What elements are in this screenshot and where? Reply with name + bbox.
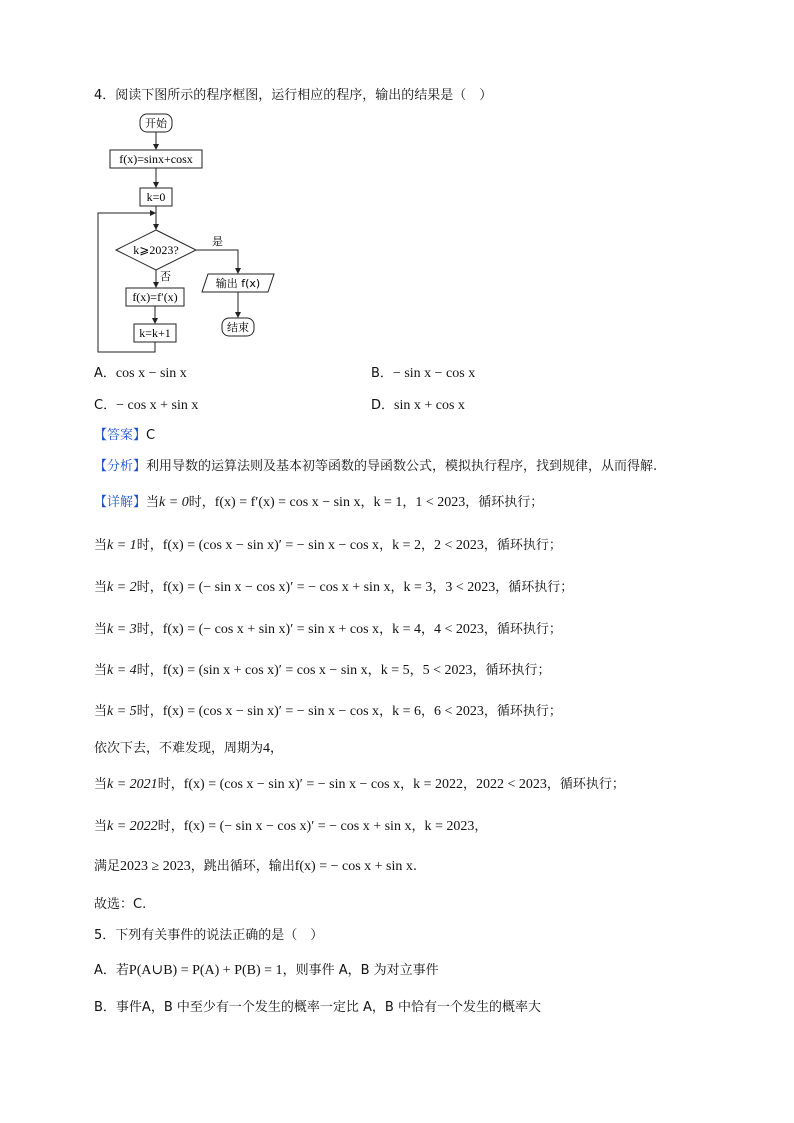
- answer-value: C: [146, 428, 156, 443]
- step-k: k = 2022: [107, 819, 158, 834]
- step-tail: ，循环执行；: [483, 538, 562, 553]
- flow-init-label: k=0: [146, 190, 166, 204]
- option-b-text: − sin x − cos x: [392, 366, 476, 381]
- option-a-text: cos x − sin x: [115, 366, 187, 381]
- q5-option-a[interactable]: [94, 961, 439, 981]
- step-k2: k = 1: [373, 495, 403, 510]
- step-line-2022: 当k = 2022时，f(x) = (− sin x − cos x)′ = − cos x + sin x，k = 2023，: [94, 819, 488, 834]
- step-tail: ，循环执行；: [465, 495, 544, 510]
- flow-define-label: f(x)=sinx+cosx: [119, 152, 193, 166]
- step-k2: k = 2: [392, 538, 421, 553]
- step-tail: ，循环执行；: [483, 704, 562, 719]
- option-d-text: sin x + cos x: [394, 398, 465, 413]
- option-a[interactable]: [94, 364, 187, 384]
- step-expr: f(x) = f′(x) = cos x − sin x: [214, 495, 361, 510]
- step-time: 时，: [136, 580, 163, 595]
- step-pre: 当: [146, 495, 160, 510]
- step-time: 时，: [136, 622, 163, 637]
- step-k2: k = 6: [392, 704, 421, 719]
- final-cond: 2023 ≥ 2023: [120, 859, 191, 874]
- step-cmp: 4 < 2023: [434, 622, 484, 637]
- step-expr: f(x) = (cos x − sin x)′ = − sin x − cos x: [162, 704, 380, 719]
- q5-option-a-math: P(A∪B) = P(A) + P(B) = 1: [128, 963, 283, 978]
- option-d[interactable]: [371, 396, 465, 416]
- step-expr: f(x) = (− cos x + sin x)′ = sin x + cos x: [162, 622, 380, 637]
- step-time: 时，: [188, 495, 215, 510]
- step-tail: ，循环执行；: [495, 580, 574, 595]
- step-k: k = 2: [107, 580, 137, 595]
- step-k: k = 3: [107, 622, 137, 637]
- step-time: 时，: [157, 777, 184, 792]
- step-line-3: 当k = 3时，f(x) = (− cos x + sin x)′ = sin x + cos x，k = 4，4 < 2023，循环执行；: [94, 622, 562, 637]
- step-line-1: 当k = 1时，f(x) = (cos x − sin x)′ = − sin x − cos x，k = 2，2 < 2023，循环执行；: [94, 538, 562, 553]
- step-line-2021: 当k = 2021时，f(x) = (cos x − sin x)′ = − sin x − cos x，k = 2022，2022 < 2023，循环执行；: [94, 777, 625, 792]
- step-k: k = 5: [107, 704, 137, 719]
- step-pre: 当: [94, 819, 108, 834]
- step-k2: k = 2023: [424, 819, 475, 834]
- choose-line: 故选：C.: [94, 897, 147, 912]
- step-pre: 当: [94, 580, 108, 595]
- step-k: k = 4: [107, 663, 137, 678]
- period-value: 4: [263, 741, 271, 756]
- step-pre: 当: [94, 704, 108, 719]
- final-line: [94, 857, 417, 877]
- option-b-letter: B．: [371, 366, 393, 381]
- step-time: 时，: [136, 538, 163, 553]
- step-cmp: 2 < 2023: [434, 538, 484, 553]
- option-d-letter: D．: [371, 398, 395, 413]
- q5-option-b-letter: B．事件: [94, 1000, 142, 1015]
- answer-tag: 【答案】: [94, 428, 147, 443]
- step-expr: f(x) = (− sin x − cos x)′ = − cos x + sin x: [183, 819, 412, 834]
- step-expr: f(x) = (cos x − sin x)′ = − sin x − cos x: [183, 777, 401, 792]
- step-tail: ，循环执行；: [472, 663, 551, 678]
- step-cmp: 2022 < 2023: [476, 777, 547, 792]
- flow-decision-label: k⩾2023?: [133, 243, 179, 257]
- step-time: 时，: [136, 663, 163, 678]
- question-4-stem: 4．阅读下图所示的程序框图，运行相应的程序，输出的结果是（ ）: [94, 88, 493, 103]
- final-tail: .: [412, 859, 418, 874]
- step-cmp: 5 < 2023: [422, 663, 473, 678]
- analysis-tag: 【分析】: [94, 459, 147, 474]
- period-line: [94, 739, 283, 759]
- step-k2: k = 5: [380, 663, 410, 678]
- step-tail: ，循环执行；: [483, 622, 562, 637]
- option-c-letter: C．: [94, 398, 117, 413]
- final-mid: ，跳出循环，输出: [190, 859, 295, 874]
- step-k: k = 1: [107, 538, 137, 553]
- step-cmp: 1 < 2023: [415, 495, 466, 510]
- step-line-4: 当k = 4时，f(x) = (sin x + cos x)′ = cos x − sin x，k = 5，5 < 2023，循环执行；: [94, 663, 551, 678]
- flow-start-label: 开始: [145, 117, 167, 130]
- step-time: 时，: [136, 704, 163, 719]
- step-expr: f(x) = (cos x − sin x)′ = − sin x − cos x: [162, 538, 380, 553]
- final-expr: f(x) = − cos x + sin x: [294, 859, 413, 874]
- step-pre: 当: [94, 777, 108, 792]
- step-cmp: 3 < 2023: [445, 580, 496, 595]
- step-pre: 当: [94, 663, 108, 678]
- flow-increment-label: k=k+1: [139, 326, 171, 340]
- option-a-letter: A．: [94, 366, 116, 381]
- flow-output-label: 输出 f(x): [215, 277, 261, 290]
- step-k2: k = 2022: [413, 777, 463, 792]
- program-flowchart: [94, 108, 294, 358]
- option-c[interactable]: [94, 396, 198, 416]
- step-k: k = 0: [159, 495, 189, 510]
- q5-option-b-text: A，B 中至少有一个发生的概率一定比 A，B 中恰有一个发生的概率大: [141, 1000, 541, 1015]
- step-line-2: 当k = 2时，f(x) = (− sin x − cos x)′ = − cos x + sin x，k = 3，3 < 2023，循环执行；: [94, 580, 574, 595]
- step-time: 时，: [157, 819, 184, 834]
- q5-option-a-letter: A．若: [94, 963, 129, 978]
- option-c-text: − cos x + sin x: [116, 398, 199, 413]
- final-pre: 满足: [94, 859, 121, 874]
- period-tail: ，: [270, 741, 284, 756]
- step-expr: f(x) = (− sin x − cos x)′ = − cos x + sin x: [162, 580, 391, 595]
- flow-update-label: f(x)=f′(x): [132, 290, 178, 304]
- step-expr: f(x) = (sin x + cos x)′ = cos x − sin x: [162, 663, 368, 678]
- flow-no-label: 否: [160, 270, 171, 283]
- q5-option-a-text: ，则事件 A，B 为对立事件: [282, 963, 439, 978]
- step-tail: ，: [474, 819, 488, 834]
- step-line-5: 当k = 5时，f(x) = (cos x − sin x)′ = − sin x − cos x，k = 6，6 < 2023，循环执行；: [94, 704, 562, 719]
- analysis-text: 利用导数的运算法则及基本初等函数的导函数公式，模拟执行程序，找到规律，从而得解.: [146, 459, 658, 474]
- step-k2: k = 3: [403, 580, 433, 595]
- step-pre: 当: [94, 538, 108, 553]
- flow-yes-label: 是: [212, 235, 223, 248]
- step-tail: ，循环执行；: [546, 777, 625, 792]
- step-cmp: 6 < 2023: [434, 704, 484, 719]
- option-b[interactable]: [371, 364, 475, 384]
- step-k2: k = 4: [392, 622, 421, 637]
- period-text: 依次下去，不难发现，周期为: [94, 741, 264, 756]
- analysis-line: [94, 457, 657, 477]
- step-pre: 当: [94, 622, 108, 637]
- step-line-0: 【详解】当k = 0时，f(x) = f′(x) = cos x − sin x，k = 1，1 < 2023，循环执行；: [94, 495, 544, 510]
- flow-end-label: 结束: [227, 321, 249, 334]
- question-5-stem: 5．下列有关事件的说法正确的是（ ）: [94, 928, 324, 943]
- detail-tag: 【详解】: [94, 495, 147, 510]
- step-k: k = 2021: [107, 777, 158, 792]
- q5-option-b[interactable]: [94, 998, 541, 1018]
- answer-line: [94, 426, 155, 446]
